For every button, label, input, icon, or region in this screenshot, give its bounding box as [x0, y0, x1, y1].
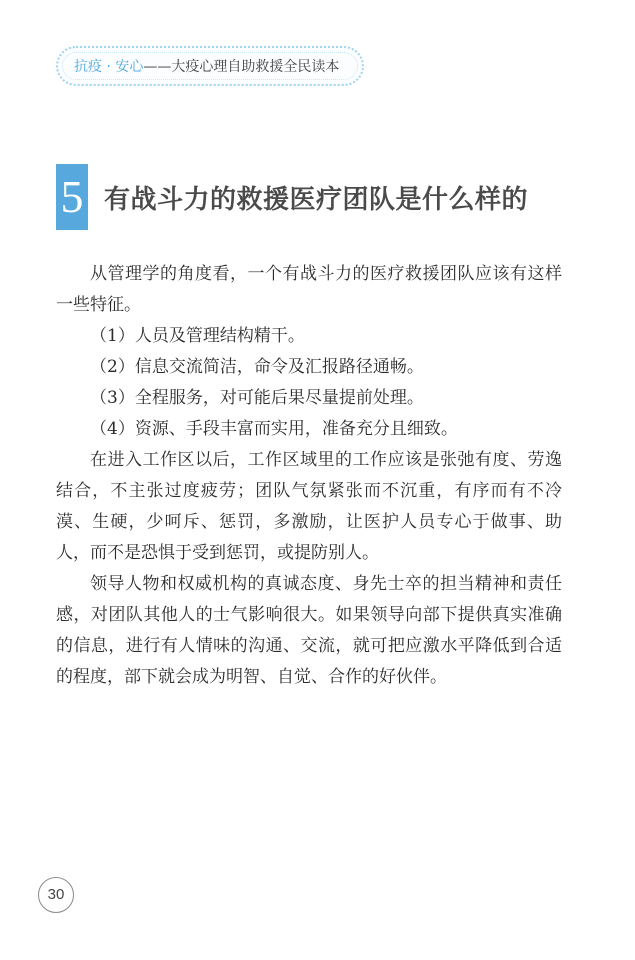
section-title: [56, 164, 528, 230]
paragraph: （3）全程服务，对可能后果尽量提前处理。: [90, 388, 424, 408]
paragraph: 从管理学的角度看，一个有战斗力的医疗救援团队应该有这样一些特征。: [56, 264, 562, 315]
section-number-badge: 5: [56, 164, 88, 230]
running-header: [56, 46, 364, 86]
paragraph: （4）资源、手段丰富而实用，准备充分且细致。: [90, 419, 458, 439]
section-heading: 有战斗力的救援医疗团队是什么样的: [104, 184, 529, 215]
paragraph: 领导人物和权威机构的真诚态度、身先士卒的担当精神和责任感，对团队其他人的士气影响很大。如果领导向部下提供真实准确的信息，进行有人情味的沟通、交流，就可把应激水平降低到合适的程度，部下就会成为明智、自觉、合作的好伙伴。: [56, 574, 562, 687]
body-text: [56, 259, 562, 693]
header-book-title: ——大疫心理自助救援全民读本: [143, 59, 340, 75]
paragraph: 在进入工作区以后，工作区域里的工作应该是张弛有度、劳逸结合，不主张过度疲劳；团队气氛紧张而不沉重，有序而有不冷漠、生硬，少呵斥、惩罚，多激励，让医护人员专心于做事、助人，而不是恐惧于受到惩罚，或提防别人。: [56, 450, 562, 563]
paragraph: （1）人员及管理结构精干。: [90, 326, 305, 346]
header-series: 抗疫 · 安心: [74, 59, 144, 75]
paragraph: （2）信息交流简洁，命令及汇报路径通畅。: [90, 357, 424, 377]
page-number: 30: [38, 877, 74, 913]
